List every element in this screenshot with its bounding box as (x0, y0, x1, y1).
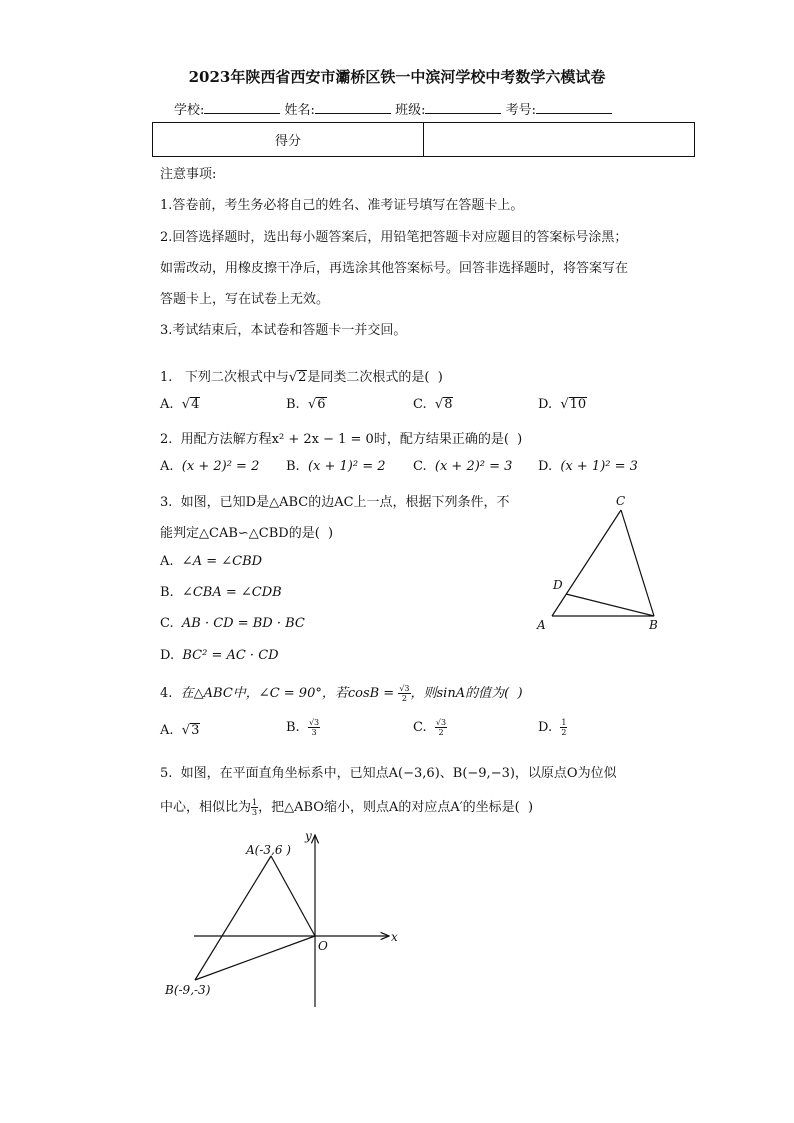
point-label-a: A(-3,6 ) (246, 843, 291, 857)
question-1-option-b[interactable] (286, 397, 327, 412)
option-label: A. (160, 397, 174, 412)
option-text: (x + 1)² = 3 (560, 459, 638, 474)
option-label: B. (286, 459, 300, 474)
option-label: C. (413, 397, 427, 412)
segment-bo (195, 936, 315, 980)
fraction-denominator: 3 (311, 728, 317, 737)
question-1-option-a[interactable] (160, 397, 200, 412)
question-2-option-b[interactable] (286, 459, 386, 474)
question-3-option-a[interactable] (160, 554, 262, 569)
option-text: (x + 1)² = 2 (307, 459, 386, 474)
x-axis-label: x (391, 930, 398, 944)
fraction-numerator: √3 (399, 684, 410, 693)
origin-label: O (318, 939, 328, 953)
question-3-option-d[interactable] (160, 648, 279, 663)
question-3-option-c[interactable] (160, 616, 305, 631)
segment-ab (195, 856, 271, 980)
coordinate-figure (160, 826, 410, 1014)
option-text: ∠CBA = ∠CDB (181, 585, 282, 600)
question-4-number: 4. (160, 686, 173, 701)
fraction-denominator: 3 (252, 808, 258, 817)
question-2-text: 用配方法解方程x² + 2x − 1 = 0时，配方结果正确的是( ) (180, 432, 523, 447)
question-2-option-d[interactable] (538, 459, 638, 474)
option-label: A. (160, 554, 174, 569)
question-5-stem-line-1 (160, 762, 617, 781)
score-value[interactable] (424, 123, 695, 157)
point-label-b: B(-9,-3) (165, 983, 211, 997)
option-fraction (308, 718, 320, 737)
question-4-text-post: ，则sinA的值为( ) (410, 686, 523, 701)
note-2a: 2.回答选择题时，选出每小题答案后，用铅笔把答题卡对应题目的答案标号涂黑； (160, 230, 628, 245)
question-4-option-c[interactable] (413, 718, 447, 737)
option-label: C. (160, 616, 174, 631)
question-3-stem-line-2: 能判定△CAB∽△CBD的是( ) (160, 526, 334, 541)
note-2c: 答题卡上，写在试卷上无效。 (160, 292, 330, 307)
question-5-text-pre: 中心，相似比为 (160, 800, 252, 815)
note-2b: 如需改动，用橡皮擦干净后，再选涂其他答案标号。回答非选择题时，将答案写在 (160, 261, 629, 276)
option-text: (x + 2)² = 2 (181, 459, 260, 474)
fraction-numerator: √3 (435, 718, 447, 727)
class-label: 班级: (395, 103, 426, 118)
option-radicand: 8 (444, 397, 453, 412)
question-4-stem (160, 682, 523, 703)
number-label: 考号: (505, 103, 536, 118)
question-5-text-post: ，把△ABO缩小，则点A的对应点A′的坐标是( ) (258, 800, 534, 815)
student-info-line (174, 99, 612, 118)
option-label: C. (413, 459, 427, 474)
question-3-text-1: 如图，已知D是△ABC的边AC上一点，根据下列条件，不 (180, 495, 510, 510)
sqrt-symbol: √ (288, 370, 298, 385)
fraction-denominator: 2 (438, 728, 444, 737)
fraction-numerator: 1 (252, 798, 258, 807)
question-4-option-a[interactable] (160, 723, 200, 738)
name-blank[interactable] (315, 101, 391, 114)
question-2-number: 2. (160, 432, 173, 447)
option-label: D. (538, 397, 553, 412)
side-ca (552, 510, 621, 616)
question-1-radicand: 2 (298, 370, 307, 385)
option-label: C. (413, 720, 427, 735)
question-1-option-c[interactable] (413, 397, 453, 412)
option-radicand: 10 (569, 397, 587, 412)
fraction-denominator: 2 (401, 694, 407, 703)
question-3-option-b[interactable] (160, 585, 282, 600)
option-label: A. (160, 459, 174, 474)
sqrt-symbol: √ (181, 397, 191, 412)
name-label: 姓名: (284, 103, 315, 118)
segment-bd (566, 594, 654, 616)
question-2-stem (160, 428, 522, 447)
option-radicand: 3 (191, 723, 200, 738)
option-text: (x + 2)² = 3 (434, 459, 513, 474)
option-label: B. (286, 720, 300, 735)
question-2-option-a[interactable] (160, 459, 259, 474)
note-3: 3.考试结束后，本试卷和答题卡一并交回。 (160, 323, 407, 338)
sqrt-symbol: √ (434, 397, 444, 412)
class-blank[interactable] (425, 101, 501, 114)
triangle-figure (530, 488, 670, 636)
question-2-option-c[interactable] (413, 459, 512, 474)
score-table (152, 122, 695, 157)
question-5-text-1: 如图，在平面直角坐标系中，已知点A(−3,6)、B(−9,−3)，以原点O为位似 (180, 766, 617, 781)
option-text: BC² = AC · CD (182, 648, 279, 663)
vertex-label-d: D (553, 578, 563, 592)
option-label: A. (160, 723, 174, 738)
option-label: D. (538, 720, 553, 735)
option-label: B. (286, 397, 300, 412)
exam-title: 2023年陕西省西安市灞桥区铁一中滨河学校中考数学六模试卷 (188, 68, 606, 86)
option-fraction (435, 718, 447, 737)
question-1-stem (160, 366, 443, 385)
school-label: 学校: (174, 103, 205, 118)
note-1: 1.答卷前，考生务必将自己的姓名、准考证号填写在答题卡上。 (160, 198, 524, 213)
question-3-stem-line-1 (160, 491, 510, 510)
vertex-label-b: B (649, 618, 658, 632)
fraction-denominator: 2 (561, 728, 567, 737)
fraction-numerator: 1 (561, 718, 567, 727)
number-blank[interactable] (536, 101, 612, 114)
score-label: 得分 (153, 123, 424, 157)
option-label: D. (538, 459, 553, 474)
cos-fraction (398, 684, 410, 703)
vertex-label-c: C (616, 494, 626, 508)
option-radicand: 6 (317, 397, 326, 412)
option-fraction (560, 718, 567, 737)
sqrt-symbol: √ (560, 397, 569, 412)
question-1-pre: 下列二次根式中与 (184, 370, 289, 385)
sqrt-symbol: √ (181, 723, 191, 738)
option-text: ∠A = ∠CBD (181, 554, 263, 569)
question-1-option-d[interactable] (538, 397, 587, 412)
notes-heading: 注意事项: (160, 167, 217, 182)
sqrt-symbol: √ (307, 397, 317, 412)
question-4-text-pre: 在△ABC中，∠C = 90°，若cosB = (180, 686, 399, 701)
question-4-option-d[interactable] (538, 718, 567, 737)
question-4-option-b[interactable] (286, 718, 320, 737)
side-cb (621, 510, 654, 616)
option-radicand: 4 (191, 397, 200, 412)
question-5-stem-line-2 (160, 796, 533, 817)
question-1-post: 是同类二次根式的是( ) (307, 370, 443, 385)
option-label: B. (160, 585, 174, 600)
question-1-number: 1. (160, 370, 173, 385)
segment-ao (271, 856, 315, 936)
option-label: D. (160, 648, 175, 663)
question-5-number: 5. (160, 766, 173, 781)
school-blank[interactable] (204, 101, 280, 114)
option-text: AB · CD = BD · BC (181, 616, 305, 631)
vertex-label-a: A (537, 618, 546, 632)
fraction-numerator: √3 (308, 718, 320, 727)
y-axis-label: y (305, 829, 312, 843)
question-3-number: 3. (160, 495, 173, 510)
